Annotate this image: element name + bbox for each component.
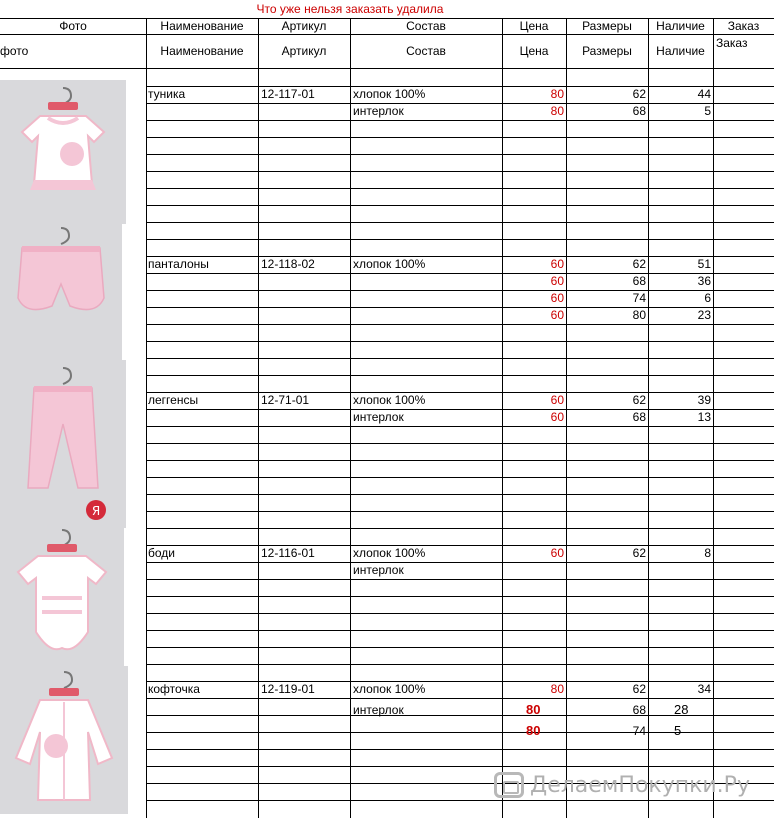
watermark-text: ДелаемПокупки.Ру xyxy=(530,772,750,798)
header2-price: Цена xyxy=(519,44,549,58)
product-name: кофточка xyxy=(148,682,200,696)
stock-cell: 51 xyxy=(697,257,711,271)
product-name: леггенсы xyxy=(148,393,199,407)
composition-cell: хлопок 100% xyxy=(353,546,426,560)
watermark-logo-icon xyxy=(494,772,524,798)
stock-cell: 5 xyxy=(674,723,682,738)
header2-sizes: Размеры xyxy=(582,44,632,58)
product-article: 12-119-01 xyxy=(261,682,315,696)
header2-order: Заказ xyxy=(716,36,748,50)
row-line xyxy=(146,494,774,495)
product-article: 12-117-01 xyxy=(261,87,315,101)
row-line xyxy=(146,800,774,801)
header-name: Наименование xyxy=(160,19,244,33)
size-cell: 68 xyxy=(632,274,646,288)
size-cell: 80 xyxy=(632,308,646,322)
header-foto: Фото xyxy=(59,19,87,33)
size-cell: 62 xyxy=(632,257,646,271)
row-line xyxy=(146,562,774,563)
product-photo-pants xyxy=(0,224,122,360)
stock-cell: 44 xyxy=(697,87,711,101)
row-line xyxy=(146,205,774,206)
row-line xyxy=(146,358,774,359)
price-cell: 60 xyxy=(550,410,564,424)
stock-cell: 28 xyxy=(674,702,689,717)
stock-cell: 8 xyxy=(704,546,711,560)
price-cell: 80 xyxy=(526,702,541,717)
size-cell: 62 xyxy=(632,682,646,696)
composition-cell: хлопок 100% xyxy=(353,682,426,696)
price-cell: 60 xyxy=(550,257,564,271)
stock-cell: 5 xyxy=(704,104,711,118)
header-stock: Наличие xyxy=(656,19,705,33)
header2-stock: Наличие xyxy=(656,44,705,58)
row-line xyxy=(146,443,774,444)
product-photo-bodysuit xyxy=(0,528,124,666)
size-cell: 68 xyxy=(632,410,646,424)
row-line xyxy=(146,324,774,325)
price-cell: 80 xyxy=(550,682,564,696)
composition-cell: интерлок xyxy=(353,703,404,717)
row-line xyxy=(146,511,774,512)
row-line xyxy=(146,613,774,614)
size-cell: 74 xyxy=(632,291,646,305)
product-photo-tunic xyxy=(0,80,126,224)
header-price: Цена xyxy=(519,19,549,33)
product-photo-leggings xyxy=(0,360,126,528)
price-cell: 60 xyxy=(550,393,564,407)
row-line xyxy=(146,766,774,767)
price-cell: 60 xyxy=(550,291,564,305)
row-line xyxy=(146,239,774,240)
size-cell: 62 xyxy=(632,393,646,407)
row-line xyxy=(146,664,774,665)
header2-name: Наименование xyxy=(160,44,244,58)
composition-cell: интерлок xyxy=(353,563,404,577)
row-line xyxy=(146,698,774,699)
row-line xyxy=(146,749,774,750)
row-line xyxy=(146,579,774,580)
header-order: Заказ xyxy=(727,19,760,33)
product-name: панталоны xyxy=(148,257,209,271)
product-article: 12-116-01 xyxy=(261,546,315,560)
price-cell: 60 xyxy=(550,274,564,288)
stock-cell: 36 xyxy=(697,274,711,288)
product-article: 12-71-01 xyxy=(261,393,310,407)
row-line xyxy=(146,188,774,189)
row-line xyxy=(146,596,774,597)
price-cell: 80 xyxy=(526,723,541,738)
header2-foto: фото xyxy=(0,44,29,58)
stock-cell: 6 xyxy=(704,291,711,305)
size-cell: 68 xyxy=(632,703,646,717)
row-line xyxy=(146,222,774,223)
price-cell: 80 xyxy=(550,104,564,118)
product-name: боди xyxy=(148,546,175,560)
banner-text: Что уже нельзя заказать удалила xyxy=(256,2,444,16)
row-line xyxy=(0,34,774,35)
row-line xyxy=(146,137,774,138)
stock-cell: 34 xyxy=(697,682,711,696)
row-line xyxy=(146,460,774,461)
composition-cell: интерлок xyxy=(353,104,404,118)
badge-letter: Я xyxy=(91,504,101,518)
composition-cell: хлопок 100% xyxy=(353,257,426,271)
row-line xyxy=(146,120,774,121)
price-cell: 60 xyxy=(550,546,564,560)
header-article: Артикул xyxy=(281,19,327,33)
product-photo-cardigan xyxy=(0,666,128,814)
watermark xyxy=(494,772,750,798)
row-line xyxy=(146,171,774,172)
size-cell: 68 xyxy=(632,104,646,118)
price-cell: 80 xyxy=(550,87,564,101)
row-line xyxy=(146,375,774,376)
product-name: туника xyxy=(148,87,186,101)
top-banner xyxy=(0,0,774,18)
row-line xyxy=(146,647,774,648)
row-line xyxy=(146,477,774,478)
stock-cell: 23 xyxy=(697,308,711,322)
header2-composition: Состав xyxy=(406,44,446,58)
size-cell: 62 xyxy=(632,546,646,560)
size-cell: 62 xyxy=(632,87,646,101)
header2-article: Артикул xyxy=(281,44,327,58)
size-cell: 74 xyxy=(632,724,646,738)
composition-cell: интерлок xyxy=(353,410,404,424)
row-line xyxy=(146,341,774,342)
row-line xyxy=(0,68,774,69)
header-composition: Состав xyxy=(406,19,446,33)
composition-cell: хлопок 100% xyxy=(353,87,426,101)
price-cell: 60 xyxy=(550,308,564,322)
row-line xyxy=(146,630,774,631)
row-line xyxy=(146,154,774,155)
composition-cell: хлопок 100% xyxy=(353,393,426,407)
row-line xyxy=(146,528,774,529)
product-article: 12-118-02 xyxy=(261,257,315,271)
header-sizes: Размеры xyxy=(582,19,632,33)
stock-cell: 39 xyxy=(697,393,711,407)
row-line xyxy=(146,426,774,427)
stock-cell: 13 xyxy=(697,410,711,424)
